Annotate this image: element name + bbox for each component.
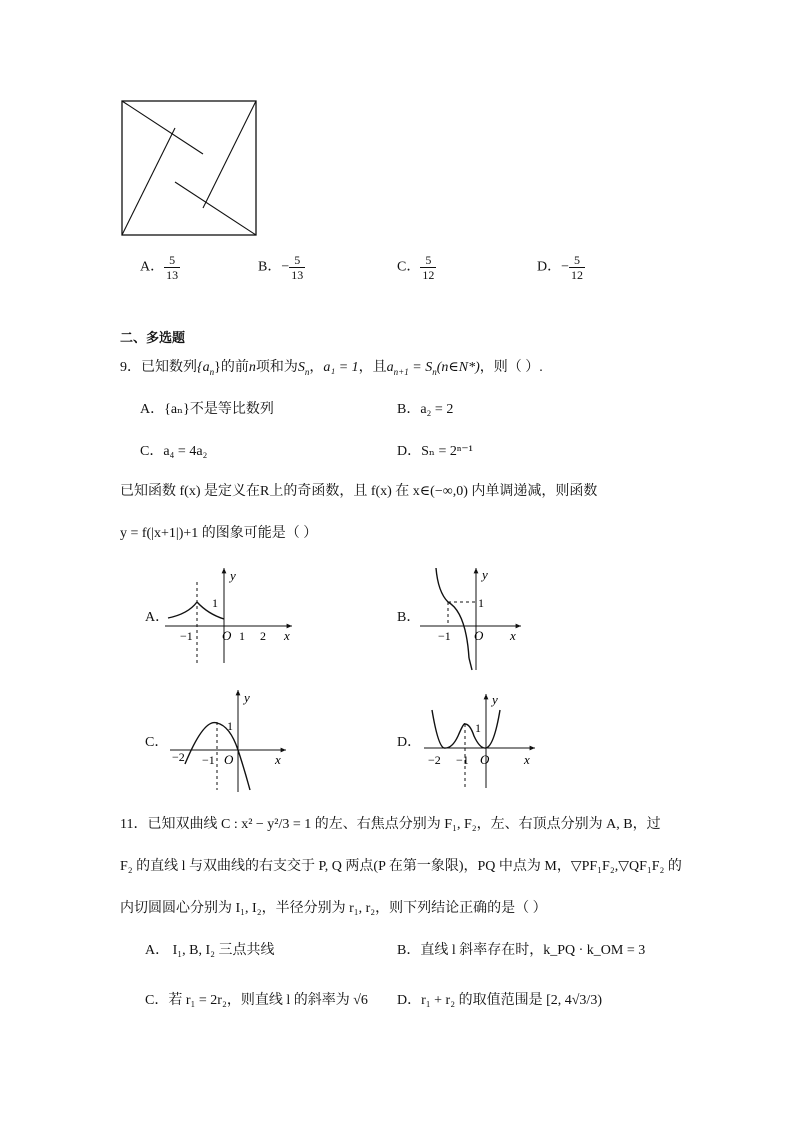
q10-option-a[interactable]: A．: [145, 610, 170, 625]
svg-text:y: y: [492, 692, 498, 707]
axis-label: x: [284, 628, 290, 643]
section-title: 二、多选题: [120, 331, 186, 346]
q10-stem-line1: 已知函数 f(x) 是定义在R上的奇函数，且 f(x) 在 x∈(−∞,0) 内单调递减，则函数: [120, 484, 598, 499]
q8-option-b[interactable]: B．− $\frac{5}{13}$: [258, 253, 304, 282]
q9-option-b[interactable]: B．a₂ = 2: [397, 402, 454, 417]
q11-option-d[interactable]: D．r₁ + r₂ 的取值范围是 [2, 4√3/3): [397, 993, 602, 1008]
fraction: $\frac{5}{12}$: [422, 253, 435, 282]
graph-d: [422, 692, 540, 792]
q11-option-b[interactable]: B．直线 l 斜率存在时，k_PQ · k_OM = 3: [397, 943, 646, 958]
q11-option-c[interactable]: C．若 r₁ = 2r₂，则直线 l 的斜率为 √6: [145, 993, 368, 1008]
tick-label: 2: [260, 629, 266, 643]
q8-option-c[interactable]: C． $\frac{5}{12}$: [397, 253, 435, 282]
origin-label: O: [222, 628, 232, 643]
tick-label: −1: [180, 629, 193, 643]
q11-stem-line2: F₂ 的直线 l 与双曲线的右支交于 P, Q 两点(P 在第一象限)，PQ 中点为 M，▽PF₁F₂,▽QF₁F₂ 的: [120, 859, 682, 874]
q11-stem-line3: 内切圆圆心分别为 I₁, I₂，半径分别为 r₁, r₂，则下列结论正确的是（ ）: [120, 901, 547, 916]
svg-text:y: y: [244, 690, 250, 705]
q10-option-b[interactable]: B．: [397, 610, 421, 625]
q9-option-a[interactable]: A．{aₙ}不是等比数列: [140, 402, 274, 417]
q10-option-d[interactable]: D．: [397, 735, 422, 750]
svg-text:−1: −1: [438, 629, 451, 643]
graph-a: [160, 560, 300, 670]
q11-option-a[interactable]: A． I₁, B, I₂ 三点共线: [145, 943, 275, 958]
graph-c: [168, 686, 293, 794]
svg-text:1: 1: [227, 719, 233, 733]
q8-option-a[interactable]: A． $\frac{5}{13}$: [140, 253, 179, 282]
fraction: $\frac{5}{13}$: [291, 253, 304, 282]
svg-text:O: O: [480, 752, 490, 767]
pinwheel-square-figure: [118, 98, 260, 240]
q10-option-c[interactable]: C．: [145, 735, 169, 750]
fraction: $\frac{5}{13}$: [166, 253, 179, 282]
svg-text:1: 1: [475, 721, 481, 735]
svg-text:1: 1: [478, 596, 484, 610]
svg-text:x: x: [510, 628, 516, 643]
svg-text:−1: −1: [202, 753, 215, 767]
q10-stem-line2: y = f(|x+1|)+1 的图象可能是（ ）: [120, 526, 318, 541]
svg-text:x: x: [275, 752, 281, 767]
svg-text:x: x: [524, 752, 530, 767]
svg-text:O: O: [474, 628, 484, 643]
svg-text:O: O: [224, 752, 234, 767]
svg-text:y: y: [482, 567, 488, 582]
svg-text:−2: −2: [428, 753, 441, 767]
q11-stem-line1: 11．已知双曲线 C : x² − y²/3 = 1 的左、右焦点分别为 F₁, F₂，左、右顶点分别为 A, B，过: [120, 817, 661, 832]
axis-label: y: [230, 568, 236, 583]
q9-option-c[interactable]: C．a₄ = 4a₂: [140, 444, 208, 459]
tick-label: 1: [212, 596, 218, 610]
q9-stem: 9．已知数列$\{a_n\}$的前n项和为$S_n$，a₁ = 1，且$a_{n+1}$ = $S_n(n\in N*)$，则（ ）.: [120, 360, 543, 377]
tick-label: 1: [239, 629, 245, 643]
svg-text:−2: −2: [172, 750, 185, 764]
svg-text:−1: −1: [456, 753, 469, 767]
graph-b: [418, 562, 528, 672]
q9-option-d[interactable]: D．Sₙ = 2ⁿ⁻¹: [397, 444, 473, 459]
fraction: $\frac{5}{12}$: [571, 253, 584, 282]
q8-option-d[interactable]: D．− $\frac{5}{12}$: [537, 253, 584, 282]
